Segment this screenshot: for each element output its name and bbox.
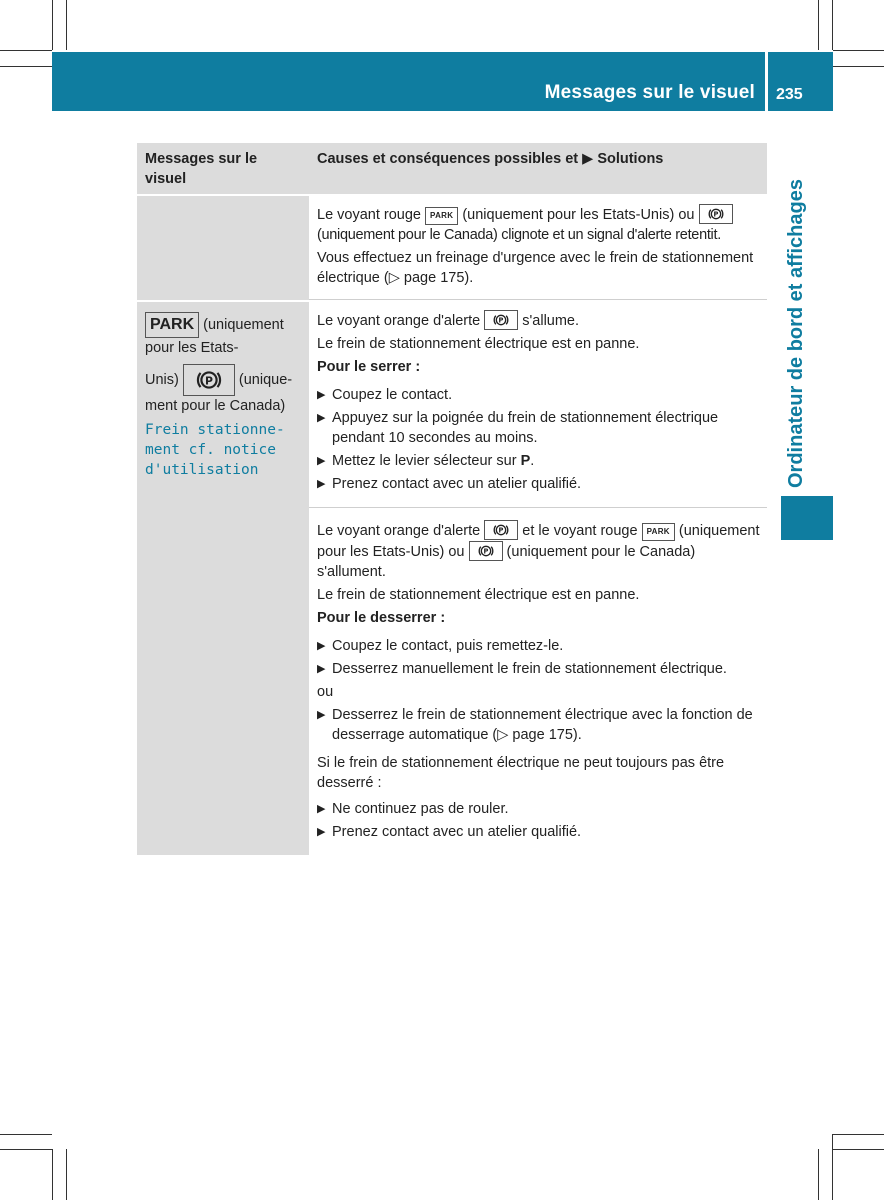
crop-mark bbox=[66, 0, 67, 50]
display-message: Frein stationne- ment cf. notice d'utilisation bbox=[145, 422, 285, 478]
list-item: ▶ Coupez le contact, puis remettez-le. bbox=[317, 638, 564, 654]
message-line: ment pour le Canada) bbox=[145, 398, 286, 414]
crop-mark bbox=[832, 1134, 833, 1200]
triangle-bullet-icon: ▶ bbox=[317, 803, 326, 815]
paragraph bbox=[317, 204, 763, 245]
list-item: ▶ Prenez contact avec un atelier qualifié. bbox=[317, 824, 582, 840]
park-indicator-icon: PARK bbox=[425, 207, 458, 225]
side-tab-label: Ordinateur de bord et affichages bbox=[785, 179, 807, 488]
parking-brake-icon bbox=[183, 364, 235, 396]
triangle-bullet-icon: ▶ bbox=[317, 412, 326, 424]
cause-cell bbox=[309, 508, 767, 855]
list-item: ▶ Coupez le contact. bbox=[317, 387, 453, 403]
crop-mark bbox=[52, 1149, 53, 1200]
list-item: ▶ Desserrez le frein de stationnement électrique avec la fonction de desserrage automatique (▷ page 175). bbox=[317, 707, 753, 743]
side-tab-marker bbox=[781, 496, 833, 540]
list-item: ▶ Appuyez sur la poignée du frein de stationnement électrique pendant 10 secondes au moins. bbox=[317, 410, 719, 446]
triangle-bullet-icon: ▶ bbox=[317, 709, 326, 721]
cause-column bbox=[309, 302, 767, 855]
page-number: 235 bbox=[776, 86, 803, 103]
crop-mark bbox=[833, 1149, 884, 1150]
table-row bbox=[137, 194, 767, 300]
messages-table bbox=[137, 143, 767, 855]
crop-mark bbox=[833, 66, 884, 67]
text: (uniquement pour les Etats- bbox=[145, 317, 284, 356]
subheading: Pour le desserrer : bbox=[317, 610, 446, 626]
park-indicator-icon: PARK bbox=[642, 523, 675, 541]
paragraph bbox=[317, 310, 763, 331]
paragraph: Le frein de stationnement électrique est en panne. bbox=[317, 587, 640, 603]
list-item: ▶ Desserrez manuellement le frein de stationnement électrique. bbox=[317, 661, 727, 677]
paragraph: ou bbox=[317, 684, 334, 700]
parking-brake-icon bbox=[484, 310, 518, 330]
paragraph: Le frein de stationnement électrique est en panne. bbox=[317, 336, 640, 352]
cause-cell bbox=[309, 302, 767, 508]
message-line bbox=[145, 364, 301, 396]
triangle-bullet-icon: ▶ bbox=[317, 826, 326, 838]
subheading: Pour le serrer : bbox=[317, 359, 421, 375]
paragraph: Vous effectuez un freinage d'urgence avec le frein de stationnement électrique (▷ page 175). bbox=[317, 250, 754, 286]
paragraph: Si le frein de stationnement électrique ne peut toujours pas être desserré : bbox=[317, 755, 725, 791]
crop-mark bbox=[833, 1134, 884, 1135]
page-title: Messages sur le visuel bbox=[544, 82, 755, 103]
text: (uniquement pour le Canada) clignote et un signal d'alerte retentit. bbox=[317, 227, 721, 243]
message-cell-empty bbox=[137, 196, 309, 300]
text: (uniquement pour le Canada) s'allument. bbox=[317, 544, 696, 580]
triangle-bullet-icon: ▶ bbox=[317, 640, 326, 652]
page-number-box bbox=[768, 52, 833, 111]
crop-mark bbox=[52, 0, 53, 50]
crop-mark bbox=[832, 0, 833, 50]
crop-mark bbox=[818, 0, 819, 50]
triangle-bullet-icon: ▶ bbox=[317, 389, 326, 401]
crop-mark bbox=[0, 1149, 52, 1150]
col-header-messages: Messages sur le visuel bbox=[137, 143, 309, 194]
table-header-row bbox=[137, 143, 767, 194]
list-item: ▶ Prenez contact avec un atelier qualifié. bbox=[317, 476, 582, 492]
triangle-bullet-icon: ▶ bbox=[317, 663, 326, 675]
paragraph bbox=[317, 520, 763, 582]
crop-mark bbox=[66, 1149, 67, 1200]
list-item: ▶ Mettez le levier sélecteur sur P. bbox=[317, 453, 535, 469]
message-line bbox=[145, 312, 301, 358]
cause-cell bbox=[309, 196, 767, 300]
table-row bbox=[137, 300, 767, 855]
text: Le voyant rouge bbox=[317, 207, 421, 223]
triangle-bullet-icon: ▶ bbox=[317, 478, 326, 490]
crop-mark bbox=[833, 50, 884, 51]
list-item: ▶ Ne continuez pas de rouler. bbox=[317, 801, 509, 817]
text: (uniquement pour les Etats-Unis) ou bbox=[462, 207, 695, 223]
col-header-causes: Causes et conséquences possibles et ▶ Solutions bbox=[309, 143, 767, 194]
parking-brake-icon bbox=[484, 520, 518, 540]
text: et le voyant rouge bbox=[522, 523, 638, 539]
text: s'allume. bbox=[522, 313, 580, 329]
park-indicator-icon: PARK bbox=[145, 312, 199, 338]
text: Le voyant orange d'alerte bbox=[317, 313, 481, 329]
triangle-bullet-icon: ▶ bbox=[317, 455, 326, 467]
text: (unique- bbox=[238, 371, 293, 388]
text: (uniquement pour les Etats-Unis) ou bbox=[317, 523, 760, 560]
crop-mark bbox=[818, 1149, 819, 1200]
crop-mark bbox=[0, 66, 52, 67]
crop-mark bbox=[0, 1134, 52, 1135]
parking-brake-icon bbox=[469, 541, 503, 561]
header-band bbox=[52, 52, 765, 111]
crop-mark bbox=[0, 50, 52, 51]
parking-brake-icon bbox=[699, 204, 733, 224]
text: Unis) bbox=[145, 371, 179, 388]
message-cell bbox=[137, 302, 309, 855]
text: Le voyant orange d'alerte bbox=[317, 523, 481, 539]
